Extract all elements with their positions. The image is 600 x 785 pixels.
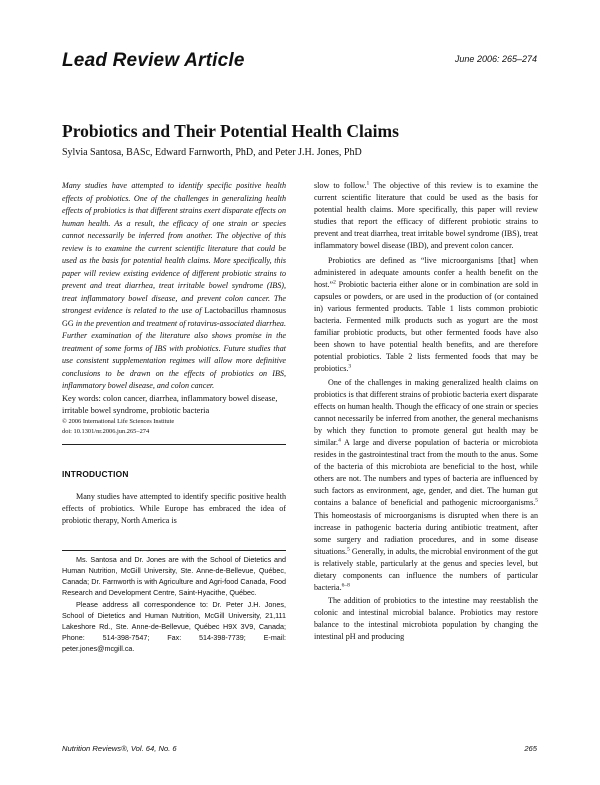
- p1-text-b: The objective of this review is to examine the current scientific literature that could be used as the basis for potential health claims. More specifically, this paper will review studies that report the efficacy of different probiotic strains to prevent and treat diarrhea, treat irritable bowel syndrome (IBS), treat inflammatory bowel disease (IBD), and prevent colon cancer.: [314, 181, 538, 251]
- section-label: Lead Review Article: [62, 50, 245, 71]
- author-affiliations: Ms. Santosa and Dr. Jones are with the School of Dietetics and Human Nutrition, McGill University, Ste. Anne-de-Bellevue, Québec, Canada; Dr. Farnworth is with Agriculture and Agri-food Canada, Food Research and Development Centre, Saint-Hyacithe, Québec.: [62, 554, 286, 597]
- citation-ref: 5: [347, 546, 350, 553]
- p2-text-b: Probiotic bacteria either alone or in combination are sold in capsules or powders, or are used in the production of (or contained in) various fermented products. Table 1 lists common probiotic bacteria. Fermented milk products such as yogurt are the most familiar probiotic products, but other fermented foods have also been shown to have potential health benefits, and are therefore potential probiotics. Table 2 lists fermented foods that may be probiotics.: [314, 279, 538, 374]
- p1-text-a: slow to follow.: [314, 181, 367, 190]
- abstract-text-1: Many studies have attempted to identify specific positive health effects of probiotics. One of the challenges in generalizing health effects of probiotics is that different strains exert disparate effects on human health. As a result, the efficacy of one strain or species cannot necessarily be inferred from another. The objective of this review is to examine the current scientific literature that could be used as the basis for potential health claims. More specifically, this paper will review existing evidence of different probiotic strains to prevent and treat diarrhea, treat irritable bowel syndrome (IBS), treat inflammatory bowel disease, and prevent colon cancer. The strongest evidence is related to the use of: [62, 181, 286, 315]
- article-title: Probiotics and Their Potential Health Claims: [62, 121, 399, 141]
- citation-ref: 1: [366, 180, 370, 187]
- body-paragraph-4: The addition of probiotics to the intestine may reestablish the colonic and intestinal microbial balance. Probiotics may restore balance to the intestinal microbiota population by changing the intestinal pH and producing: [314, 596, 538, 642]
- doi: doi: 10.1301/nr.2006.jun.265–274: [62, 427, 150, 435]
- footer-journal: Nutrition Reviews®, Vol. 64, No. 6: [62, 744, 177, 753]
- correspondence-note: Please address all correspondence to: Dr. Peter J.H. Jones, School of Dietetics and Human Nutrition, McGill University, 21,111 Lakeshore Rd., Ste. Anne-de-Bellevue, Québec H9X 3V9, Canada; Phone: 514-398-7547; Fax: 514-398-7739; E-mail: peter.jones@mcgill.ca.: [62, 599, 286, 653]
- left-column: [62, 180, 286, 654]
- p3-text-c: This homeostasis of microorganisms is disrupted when there is an increase in pathogenic bacteria during antibiotic treatment, after some surgery and radiation procedures, and in some disease situations.: [314, 510, 538, 556]
- body-paragraph-1: [314, 180, 538, 253]
- article-authors: Sylvia Santosa, BASc, Edward Farnworth, PhD, and Peter J.H. Jones, PhD: [62, 147, 362, 158]
- body-paragraph-2: [314, 255, 538, 376]
- keywords-label: Key words:: [62, 393, 101, 403]
- keywords: [62, 393, 286, 417]
- right-column: [314, 180, 538, 644]
- citation-ref: 6–8: [341, 582, 350, 589]
- abstract-text-2: in the prevention and treatment of rotavirus-associated diarrhea. Further examination of the literature also shows promise in the treatment of some forms of IBS with probiotics. Future studies that use consistent supplementation regimes will allow more definitive conclusions to be drawn on the effects of probiotics on IBS, inflammatory bowel disease, and colon cancer.: [62, 318, 286, 390]
- copyright: © 2006 International Life Sciences Institute: [62, 417, 175, 425]
- introduction-heading: INTRODUCTION: [62, 468, 129, 479]
- p2-text-a: Probiotics are defined as “live microorganisms [that] when administered in adequate amounts confer a health benefit on the host.”: [314, 255, 538, 289]
- page-number: 265: [524, 744, 537, 753]
- footnote-divider: [62, 550, 286, 551]
- introduction-paragraph: Many studies have attempted to identify specific positive health effects of probiotics. While Europe has embraced the idea of probiotic therapy, North America is: [62, 491, 286, 526]
- citation-ref: 3: [348, 363, 352, 370]
- p3-text-a: One of the challenges in making generalized health claims on probiotics is that different strains of probiotic bacteria exert disparate effects on human health. Though the efficacy of one strain or species cannot necessarily be inferred from another, the general mechanisms by which they function to promote general gut health may be similar.: [314, 377, 538, 447]
- p3-text-b: A large and diverse population of bacteria or microbiota resides in the gastrointestinal tract from the mouth to the anus. Some of the bacteria of this microbiota are beneficial to the host, while others are not. The numbers and types of bacteria are influenced by such factors as environment, age, gender, and diet. The human gut contains a balance of beneficial and pathogenic microorganisms.: [314, 437, 538, 508]
- keywords-text: colon cancer, diarrhea, inflammatory bowel disease, irritable bowel syndrome, probiotic bacteria: [62, 393, 278, 415]
- citation-ref: 2: [333, 279, 336, 286]
- citation-ref: 5: [535, 497, 538, 504]
- citation-ref: 4: [338, 437, 341, 444]
- body-paragraph-3: [314, 377, 538, 595]
- issue-info: June 2006: 265–274: [454, 54, 537, 64]
- abstract: [62, 180, 286, 393]
- abstract-divider: [62, 444, 286, 445]
- species-name: Lactobacillus rhamnosus GG: [62, 306, 286, 328]
- p3-text-d: Generally, in adults, the microbial environment of the gut is relatively stable, particularly at the genus and species level, but dietary components can influence the numbers of particular bacteria.: [314, 546, 538, 593]
